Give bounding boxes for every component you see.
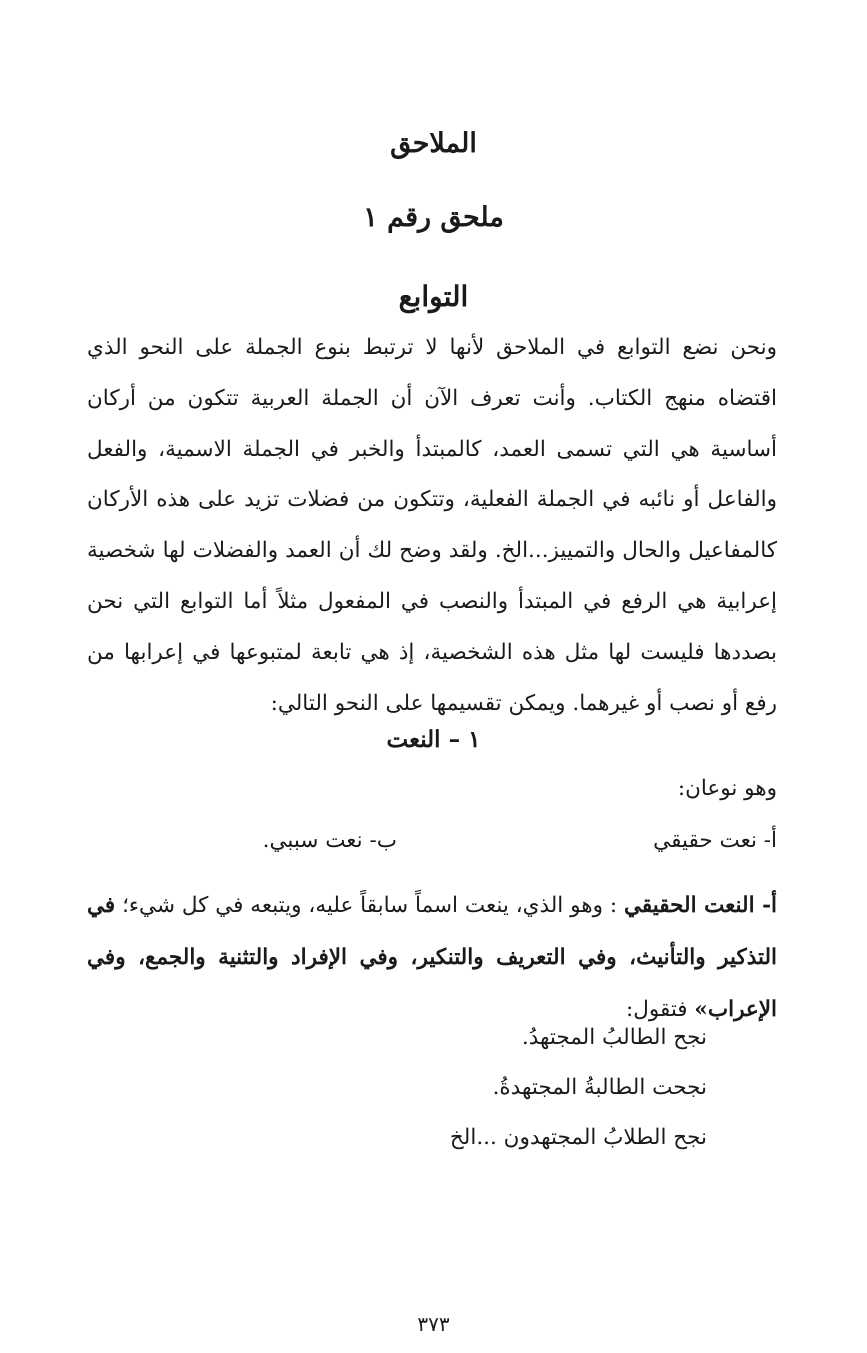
real-adjective-lead-in: فتقول:: [625, 997, 695, 1022]
page-number: ٣٧٣: [417, 1312, 450, 1336]
example-sentence: نجحت الطالبةُ المجتهدةُ.: [492, 1075, 707, 1100]
section-title: التوابع: [398, 280, 469, 313]
example-sentence: نجح الطلابُ المجتهدون ...الخ: [449, 1125, 707, 1150]
real-adjective-term: أ- النعت الحقيقي: [623, 893, 777, 918]
types-intro: وهو نوعان:: [677, 776, 777, 801]
subsection-title: ١ – النعت: [386, 726, 481, 753]
real-adjective-definition: [87, 880, 777, 1036]
example-sentence: نجح الطالبُ المجتهدُ.: [521, 1025, 707, 1050]
type-b-label: ب- نعت سببي.: [262, 828, 397, 853]
type-a-label: أ- نعت حقيقي: [653, 828, 777, 853]
appendix-heading: الملاحق: [390, 128, 477, 159]
real-adjective-def-text: : وهو الذي، ينعت اسماً سابقاً عليه، ويتبعه في كل شيء؛: [115, 893, 624, 918]
real-adjective-agreement-text: في التذكير والتأنيث، وفي التعريف والتنكير، وفي الإفراد والتثنية والجمع، وفي الإعراب»: [87, 893, 777, 1022]
intro-paragraph: ونحن نضع التوابع في الملاحق لأنها لا ترتبط بنوع الجملة على النحو الذي اقتضاه منهج الكتاب. وأنت تعرف الآن أن الجملة العربية تتكون من أركان أساسية هي التي تسمى العمد، كالمبتدأ والخبر في الجملة الاسمية، والفعل والفاعل أو نائبه في الجملة الفعلية، وتتكون من فضلات تزيد على هذه الأركان كالمفاعيل والحال والتمييز...الخ. ولقد وضح لك أن العمد والفضلات لها شخصية إعرابية هي الرفع في المبتدأ والنصب في المفعول مثلاً أما التوابع التي نحن بصددها فليست لها مثل هذه الشخصية، إذ هي تابعة لمتبوعها في إعرابها من رفع أو نصب أو غيرهما. ويمكن تقسيمها على النحو التالي:: [87, 335, 778, 716]
appendix-number-heading: ملحق رقم ١: [363, 202, 504, 233]
